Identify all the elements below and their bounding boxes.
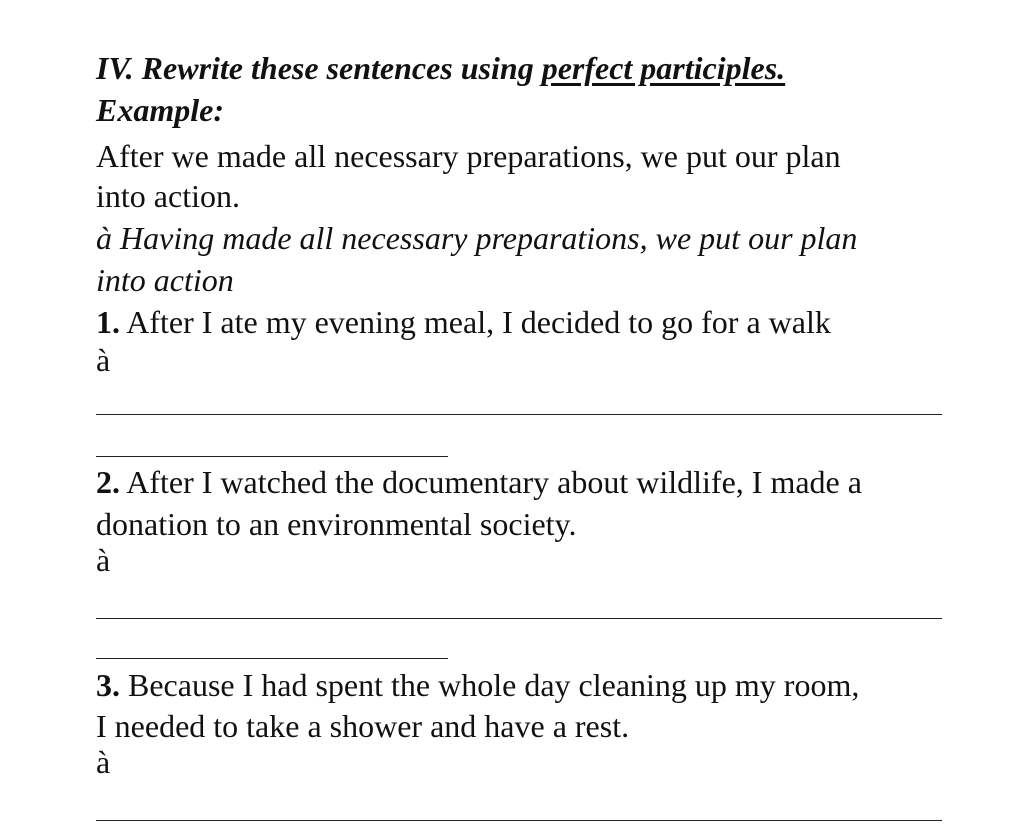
question-3-arrow: à: [96, 744, 111, 780]
answer-line-2b[interactable]: [96, 658, 448, 659]
answer-line-1b[interactable]: [96, 456, 448, 457]
question-2-text: After I watched the documentary about wildlife, I made a: [120, 464, 862, 500]
answer-line-2a[interactable]: [96, 618, 942, 619]
question-3-number: 3.: [96, 667, 120, 703]
question-1: [96, 302, 831, 342]
example-answer-line-2: into action: [96, 262, 234, 298]
example-sentence-line-1: After we made all necessary preparations, we put our plan: [96, 138, 841, 174]
question-1-text: After I ate my evening meal, I decided to go for a walk: [120, 304, 831, 340]
question-2-number: 2.: [96, 464, 120, 500]
question-2-line-2: donation to an environmental society.: [96, 506, 577, 542]
question-1-number: 1.: [96, 304, 120, 340]
question-2-arrow: à: [96, 542, 111, 578]
exercise-title: [96, 48, 785, 88]
answer-line-3a[interactable]: [96, 820, 942, 821]
exercise-title-text: IV. Rewrite these sentences using: [96, 50, 542, 86]
question-1-arrow: à: [96, 342, 111, 378]
example-sentence-line-2: into action.: [96, 178, 240, 214]
question-3-text: Because I had spent the whole day cleaning up my room,: [120, 667, 860, 703]
exercise-title-underlined: perfect participles.: [541, 50, 786, 86]
answer-line-1a[interactable]: [96, 414, 942, 415]
question-2: [96, 462, 862, 502]
example-answer-line-1: à Having made all necessary preparations, we put our plan: [96, 220, 858, 256]
question-3-line-2: I needed to take a shower and have a rest.: [96, 708, 630, 744]
question-3: [96, 665, 859, 705]
example-label: Example:: [96, 92, 224, 128]
